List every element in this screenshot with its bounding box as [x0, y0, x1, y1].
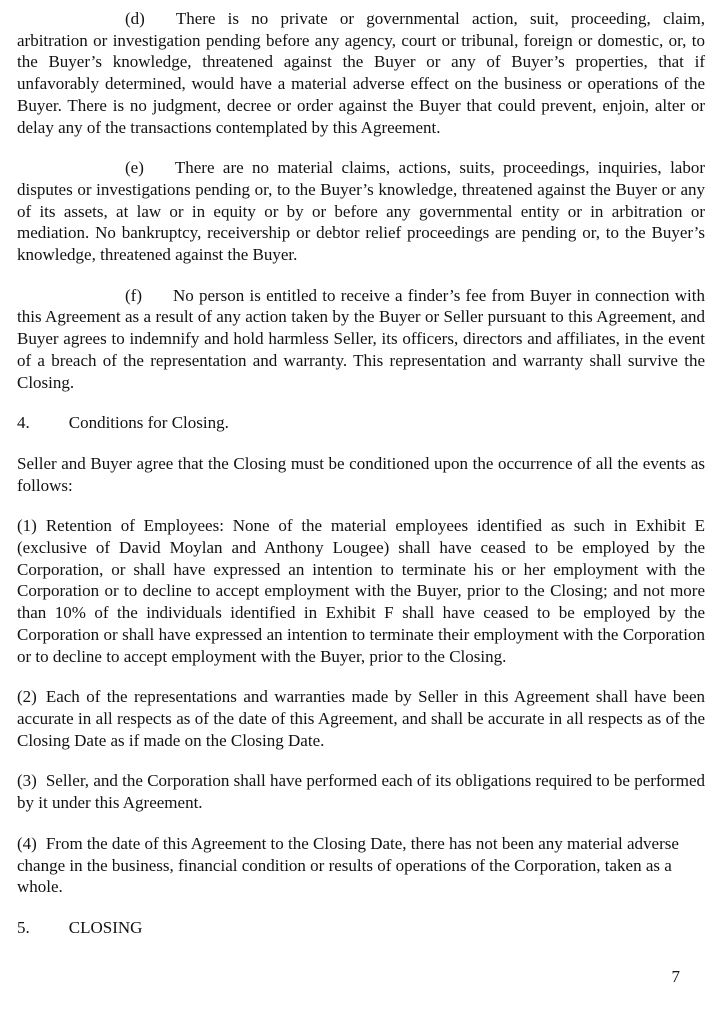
page-number: 7	[671, 966, 680, 986]
condition-item-4	[17, 833, 705, 898]
section-5-number: 5.	[17, 917, 30, 937]
paragraph-f	[17, 285, 705, 394]
intro-paragraph-text: Seller and Buyer agree that the Closing must be conditioned upon the occurrence of all the events as follows:	[17, 453, 705, 495]
condition-1-text: Retention of Employees: None of the material employees identified as such in Exhibit E (exclusive of David Moylan and Anthony Lougee) shall have ceased to be employed by the Corporation, or shall have expressed an intention to terminate his or her employment with the Corporation or to decline to accept employment with the Buyer, prior to the Closing; and not more than 10% of the individuals identified in Exhibit F shall have ceased to be employed by the Corporation or shall have expressed an intention to terminate their employment with the Corporation or to decline to accept employment with the Buyer, prior to the Closing.	[17, 516, 705, 666]
paragraph-f-text: No person is entitled to receive a finder’s fee from Buyer in connection with this Agreement as a result of any action taken by the Buyer or Seller pursuant to this Agreement, and Buyer agrees to indemnify and hold harmless Seller, its officers, directors and affiliates, in the event of a breach of the representation and warranty. This representation and warranty shall survive the Closing.	[17, 285, 705, 392]
condition-item-1	[17, 515, 705, 667]
paragraph-e-text: There are no material claims, actions, suits, proceedings, inquiries, labor disputes or investigations pending or, to the Buyer’s knowledge, threatened against the Buyer or any of its assets, at law or in equity or by or before any governmental entity or in arbitration or mediation. No bankruptcy, receivership or debtor relief proceedings are pending or, to the Buyer’s knowledge, threatened against the Buyer.	[17, 158, 705, 265]
section-heading-4	[17, 412, 705, 434]
section-4-title: Conditions for Closing.	[68, 413, 229, 433]
paragraph-d	[17, 8, 705, 138]
paragraph-d-text: There is no private or governmental action, suit, proceeding, claim, arbitration or investigation pending before any agency, court or tribunal, foreign or domestic, or, to the Buyer’s knowledge, threatened against the Buyer or any of Buyer’s properties, that if unfavorably determined, would have a material adverse effect on the business or operations of the Buyer. There is no judgment, decree or order against the Buyer that could prevent, enjoin, alter or delay any of the transactions contemplated by this Agreement.	[17, 9, 705, 137]
condition-4-text: From the date of this Agreement to the Closing Date, there has not been any material adverse change in the business, financial condition or results of operations of the Corporation, taken as a whole.	[17, 833, 679, 897]
paragraph-e	[17, 157, 705, 266]
paragraph-d-label: (d)	[125, 9, 145, 28]
section-4-number: 4.	[17, 413, 30, 433]
condition-4-label: (4)	[17, 833, 37, 853]
condition-item-3	[17, 770, 705, 813]
paragraph-f-label: (f)	[125, 285, 142, 305]
condition-item-2	[17, 686, 705, 751]
condition-1-label: (1)	[17, 516, 37, 536]
condition-2-text: Each of the representations and warranties made by Seller in this Agreement shall have been accurate in all respects as of the date of this Agreement, and shall be accurate in all respects as of the Closing Date as if made on the Closing Date.	[17, 687, 705, 750]
condition-3-text: Seller, and the Corporation shall have performed each of its obligations required to be performed by it under this Agreement.	[17, 771, 705, 813]
section-heading-5	[17, 917, 705, 939]
section-5-title: CLOSING	[68, 917, 143, 937]
intro-paragraph	[17, 453, 705, 496]
condition-2-label: (2)	[17, 687, 37, 707]
condition-3-label: (3)	[17, 771, 37, 791]
paragraph-e-label: (e)	[125, 158, 144, 178]
